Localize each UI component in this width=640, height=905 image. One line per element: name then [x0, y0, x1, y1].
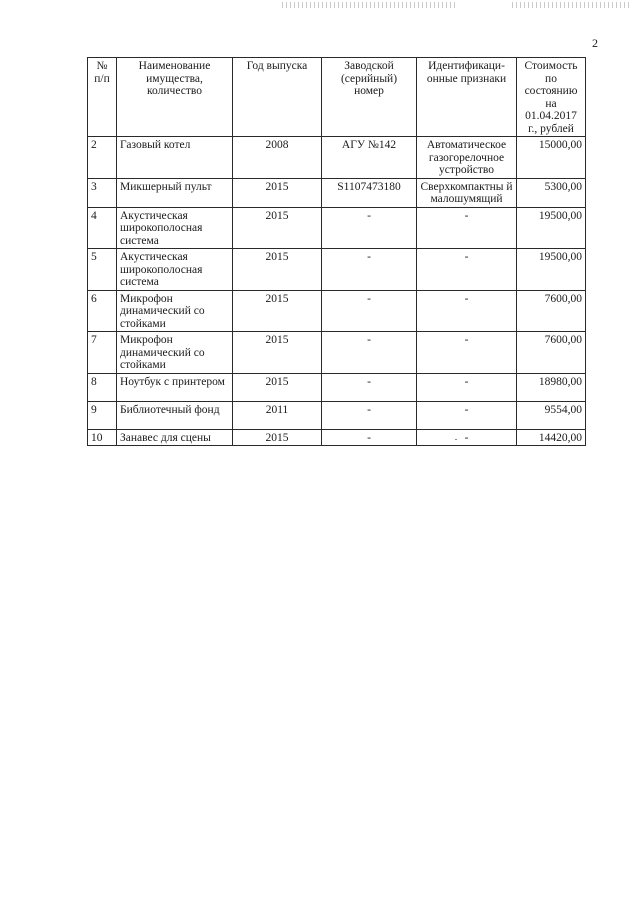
row-number: 8: [88, 373, 117, 401]
table-row: [88, 373, 586, 401]
item-serial: S1107473180: [322, 178, 417, 207]
item-year: 2015: [233, 332, 322, 374]
column-header-serial: Заводской (серийный) номер: [322, 58, 417, 137]
item-serial: -: [322, 401, 417, 429]
item-serial: АГУ №142: [322, 137, 417, 179]
item-name: Микшерный пульт: [117, 178, 233, 207]
item-serial: -: [322, 332, 417, 374]
item-ident: -: [417, 290, 517, 332]
column-header-ident: Идентификаци-онные признаки: [417, 58, 517, 137]
item-cost: 19500,00: [517, 249, 586, 291]
item-name: Библиотечный фонд: [117, 401, 233, 429]
row-number: 9: [88, 401, 117, 429]
item-year: 2008: [233, 137, 322, 179]
item-ident: -: [417, 207, 517, 249]
column-header-name: Наименование имущества, количество: [117, 58, 233, 137]
item-year: 2015: [233, 178, 322, 207]
item-ident: -: [417, 332, 517, 374]
table-header-row: [88, 58, 586, 137]
item-cost: 9554,00: [517, 401, 586, 429]
table-row: [88, 249, 586, 291]
item-serial: -: [322, 290, 417, 332]
item-cost: 7600,00: [517, 332, 586, 374]
item-ident: Автоматическое газогорелочное устройство: [417, 137, 517, 179]
item-year: 2011: [233, 401, 322, 429]
item-name: Микрофон динамический со стойками: [117, 332, 233, 374]
item-serial: -: [322, 429, 417, 446]
row-number: 3: [88, 178, 117, 207]
table-row: [88, 207, 586, 249]
item-ident: -: [417, 249, 517, 291]
item-year: 2015: [233, 429, 322, 446]
item-year: 2015: [233, 249, 322, 291]
row-number: 5: [88, 249, 117, 291]
scan-noise-top-left: [282, 2, 457, 8]
row-number: 2: [88, 137, 117, 179]
item-name: Акустическая широкополосная система: [117, 249, 233, 291]
item-ident: -: [417, 401, 517, 429]
table-row: [88, 429, 586, 446]
item-serial: -: [322, 207, 417, 249]
item-name: Акустическая широкополосная система: [117, 207, 233, 249]
item-name: Газовый котел: [117, 137, 233, 179]
table-row: [88, 332, 586, 374]
item-cost: 5300,00: [517, 178, 586, 207]
column-header-year: Год выпуска: [233, 58, 322, 137]
item-cost: 18980,00: [517, 373, 586, 401]
row-number: 10: [88, 429, 117, 446]
scan-noise-top-right: [512, 2, 630, 8]
item-cost: 14420,00: [517, 429, 586, 446]
item-cost: 7600,00: [517, 290, 586, 332]
column-header-cost: Стоимость по состоянию на 01.04.2017 г., рублей: [517, 58, 586, 137]
item-name: Микрофон динамический со стойками: [117, 290, 233, 332]
row-number: 6: [88, 290, 117, 332]
item-serial: -: [322, 249, 417, 291]
table-row: [88, 178, 586, 207]
row-number: 7: [88, 332, 117, 374]
table-row: [88, 290, 586, 332]
page-number: 2: [592, 36, 598, 50]
item-ident: -: [417, 429, 517, 446]
item-name: Занавес для сцены: [117, 429, 233, 446]
table-row: [88, 401, 586, 429]
item-year: 2015: [233, 207, 322, 249]
row-number: 4: [88, 207, 117, 249]
table-row: [88, 137, 586, 179]
item-ident: Сверхкомпактны й малошумящий: [417, 178, 517, 207]
scan-speck: [455, 439, 457, 440]
item-year: 2015: [233, 290, 322, 332]
column-header-number: № п/п: [88, 58, 117, 137]
item-cost: 15000,00: [517, 137, 586, 179]
item-ident: -: [417, 373, 517, 401]
item-name: Ноутбук с принтером: [117, 373, 233, 401]
item-serial: -: [322, 373, 417, 401]
item-cost: 19500,00: [517, 207, 586, 249]
item-year: 2015: [233, 373, 322, 401]
property-inventory-table: [87, 57, 586, 446]
